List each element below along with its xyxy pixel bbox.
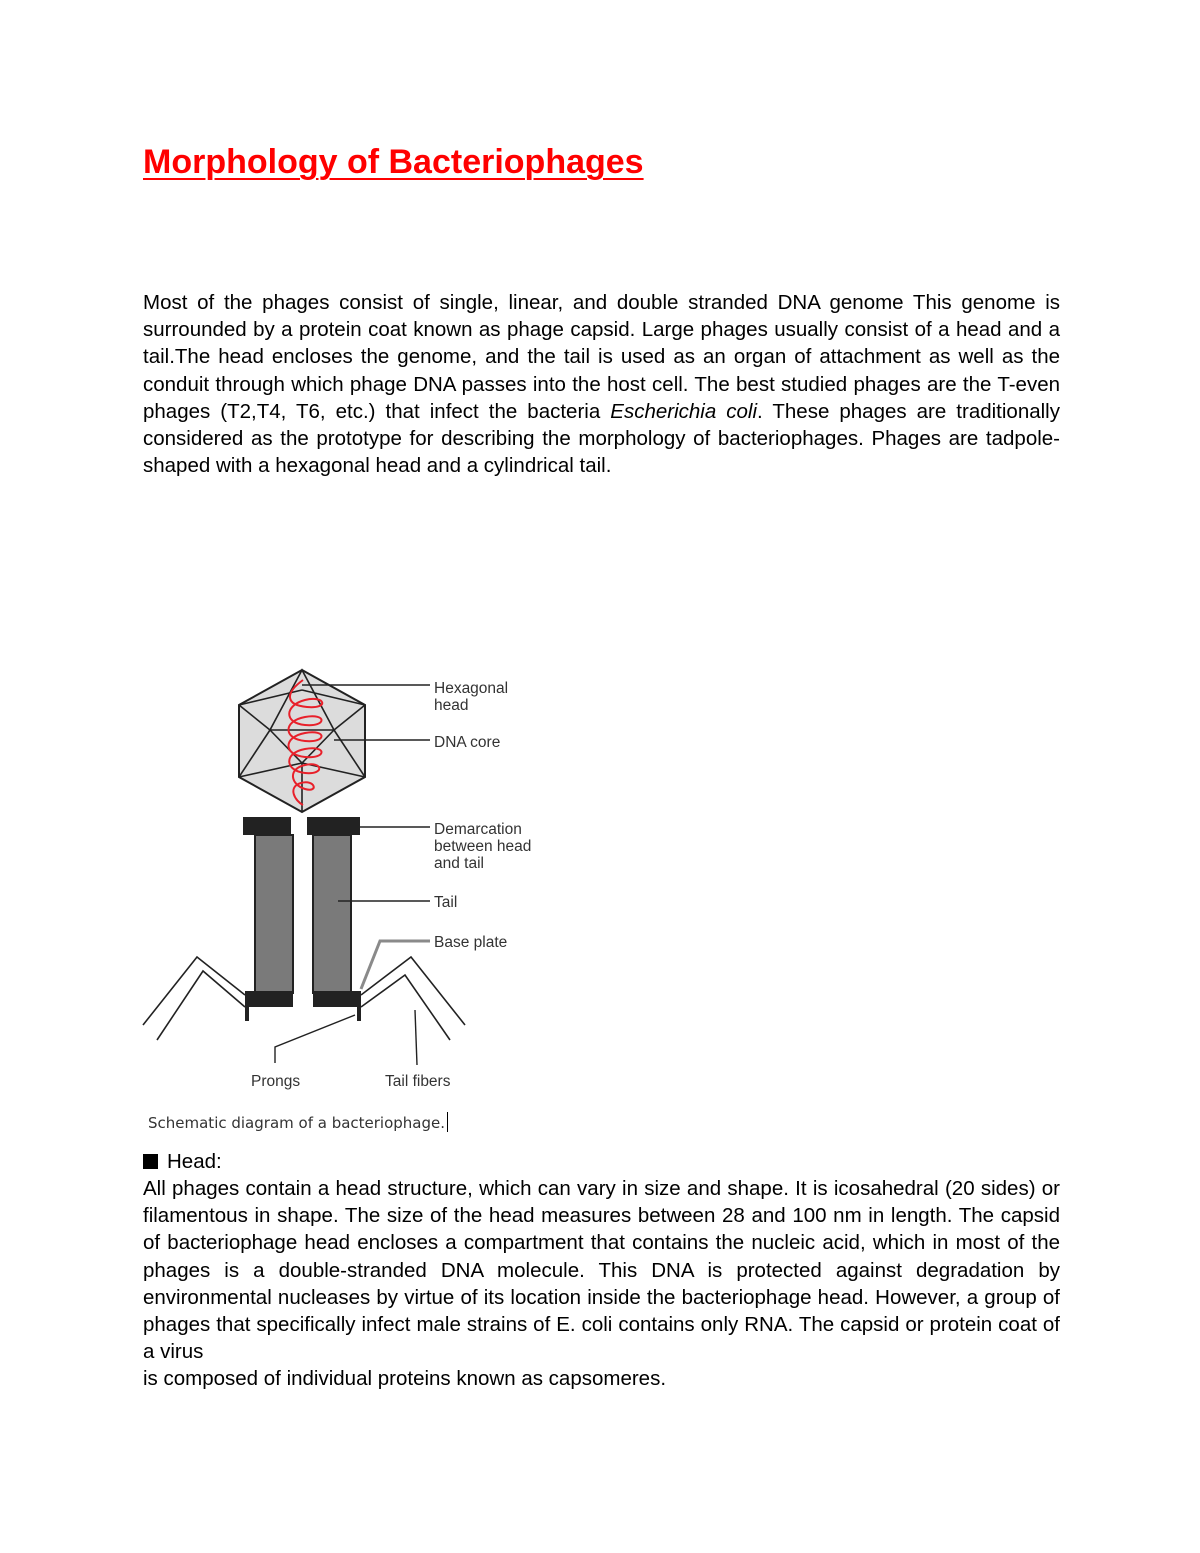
page-title: Morphology of Bacteriophages xyxy=(143,143,644,181)
intro-paragraph xyxy=(143,289,1060,479)
label-dna-core: DNA core xyxy=(434,734,501,751)
text-cursor xyxy=(447,1112,448,1132)
head-section-text-line-a: The capsid or protein coat of a virus xyxy=(143,1313,1060,1364)
figure-caption-text: Schematic diagram of a bacteriophage. xyxy=(148,1114,446,1132)
label-hexagonal-head-line2: head xyxy=(434,697,469,714)
label-demarcation-line3: and tail xyxy=(434,855,484,872)
head-section-paragraph xyxy=(143,1175,1060,1393)
square-bullet-icon xyxy=(143,1154,158,1169)
label-prongs: Prongs xyxy=(251,1073,301,1090)
figure-caption xyxy=(148,1112,448,1132)
head-section-text-line-b: is composed of individual proteins known as capsomeres. xyxy=(143,1367,667,1391)
intro-text-part-1: Most of the phages consist of single, linear, and double stranded DNA genome This genome is surrounded by a protein coat known as phage capsid. Large phages usually consist of a head and a tail.The head encloses the genome, and the tail is used as an organ of attachment as well as the conduit through which phage DNA passes into the host cell. The best studied phages are the T-even phages (T2,T4, T6, etc.) that infect the bacteria xyxy=(143,291,1060,423)
label-tail-fibers: Tail fibers xyxy=(385,1073,451,1090)
head-section-heading xyxy=(143,1148,222,1175)
intro-text-part-2: . These phages are traditionally considered as the prototype for describing the morphology of bacteriophages. Phages are tadpole-shaped with a hexagonal head and a cylindrical tail. xyxy=(143,399,1060,478)
label-hexagonal-head-line1: Hexagonal xyxy=(434,680,509,697)
species-name: Escherichia coli xyxy=(610,399,758,423)
label-tail: Tail xyxy=(434,894,458,911)
label-base-plate: Base plate xyxy=(434,934,508,951)
label-demarcation-line1: Demarcation xyxy=(434,821,522,838)
bacteriophage-diagram xyxy=(135,665,555,1095)
head-section-text-main: All phages contain a head structure, which can vary in size and shape. It is icosahedral (20 sides) or filamentous in shape. The size of the head measures between 28 and 100 nm in length. The capsid of bacteriophage head encloses a compartment that contains the nucleic acid, which in most of the phages is a double-stranded DNA molecule. This DNA is protected against degradation by environmental nucleases by virtue of its location inside the bacteriophage head. However, a group of phages that specifically infect male strains of E. coli contains only RNA. xyxy=(143,1177,1060,1337)
label-demarcation-line2: between head xyxy=(434,838,532,855)
head-section-heading-text: Head: xyxy=(167,1150,222,1173)
